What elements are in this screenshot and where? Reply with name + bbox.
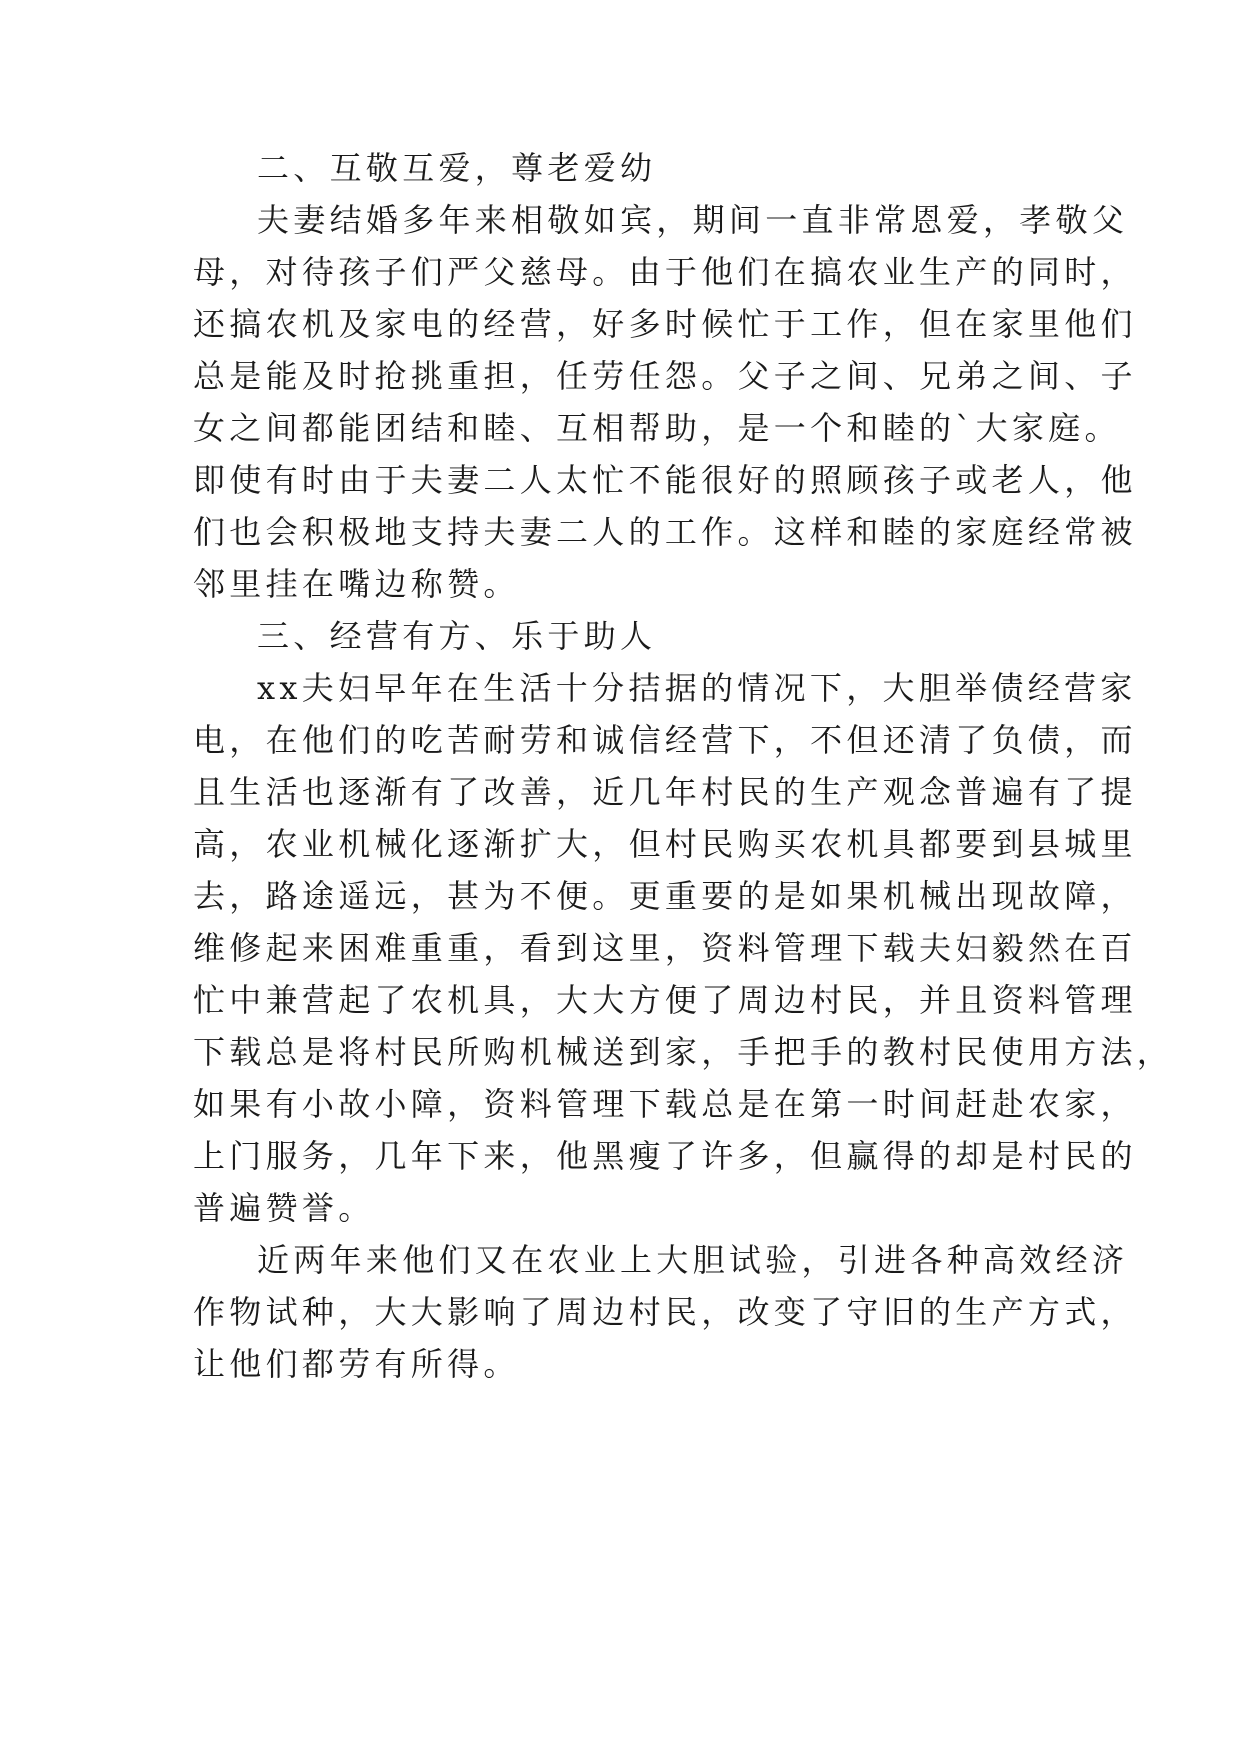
- paragraph-line: 即使有时由于夫妻二人太忙不能很好的照顾孩子或老人，他: [193, 461, 1137, 499]
- paragraph-line: 夫妻结婚多年来相敬如宾，期间一直非常恩爱，孝敬父: [257, 201, 1129, 239]
- section-heading: 三、经营有方、乐于助人: [257, 617, 657, 655]
- paragraph-line: 且生活也逐渐有了改善，近几年村民的生产观念普遍有了提: [193, 773, 1137, 811]
- paragraph-line: 上门服务，几年下来，他黑瘦了许多，但赢得的却是村民的: [193, 1137, 1137, 1175]
- paragraph-line: 近两年来他们又在农业上大胆试验，引进各种高效经济: [257, 1241, 1129, 1279]
- paragraph-line: 还搞农机及家电的经营，好多时候忙于工作，但在家里他们: [193, 305, 1137, 343]
- paragraph-line: 让他们都劳有所得。: [193, 1345, 520, 1383]
- paragraph-line: 母，对待孩子们严父慈母。由于他们在搞农业生产的同时，: [193, 253, 1137, 291]
- paragraph-line: xx夫妇早年在生活十分拮据的情况下，大胆举债经营家: [257, 669, 1137, 707]
- paragraph-line: 电，在他们的吃苦耐劳和诚信经营下，不但还清了负债，而: [193, 721, 1137, 759]
- paragraph-line: 如果有小故小障，资料管理下载总是在第一时间赶赴农家，: [193, 1085, 1137, 1123]
- paragraph-line: 们也会积极地支持夫妻二人的工作。这样和睦的家庭经常被: [193, 513, 1137, 551]
- paragraph-line: 维修起来困难重重，看到这里，资料管理下载夫妇毅然在百: [193, 929, 1137, 967]
- paragraph-line: 下载总是将村民所购机械送到家，手把手的教村民使用方法，: [193, 1033, 1174, 1071]
- paragraph-line: 邻里挂在嘴边称赞。: [193, 565, 520, 603]
- section-heading: 二、互敬互爱，尊老爱幼: [257, 149, 657, 187]
- paragraph-line: 总是能及时抢挑重担，任劳任怨。父子之间、兄弟之间、子: [193, 357, 1137, 395]
- paragraph-line: 作物试种，大大影响了周边村民，改变了守旧的生产方式，: [193, 1293, 1137, 1331]
- paragraph-line: 高，农业机械化逐渐扩大，但村民购买农机具都要到县城里: [193, 825, 1137, 863]
- paragraph-line: 去，路途遥远，甚为不便。更重要的是如果机械出现故障，: [193, 877, 1137, 915]
- paragraph-line: 忙中兼营起了农机具，大大方便了周边村民，并且资料管理: [193, 981, 1137, 1019]
- paragraph-line: 女之间都能团结和睦、互相帮助，是一个和睦的`大家庭。: [193, 409, 1121, 447]
- paragraph-line: 普遍赞誉。: [193, 1189, 375, 1227]
